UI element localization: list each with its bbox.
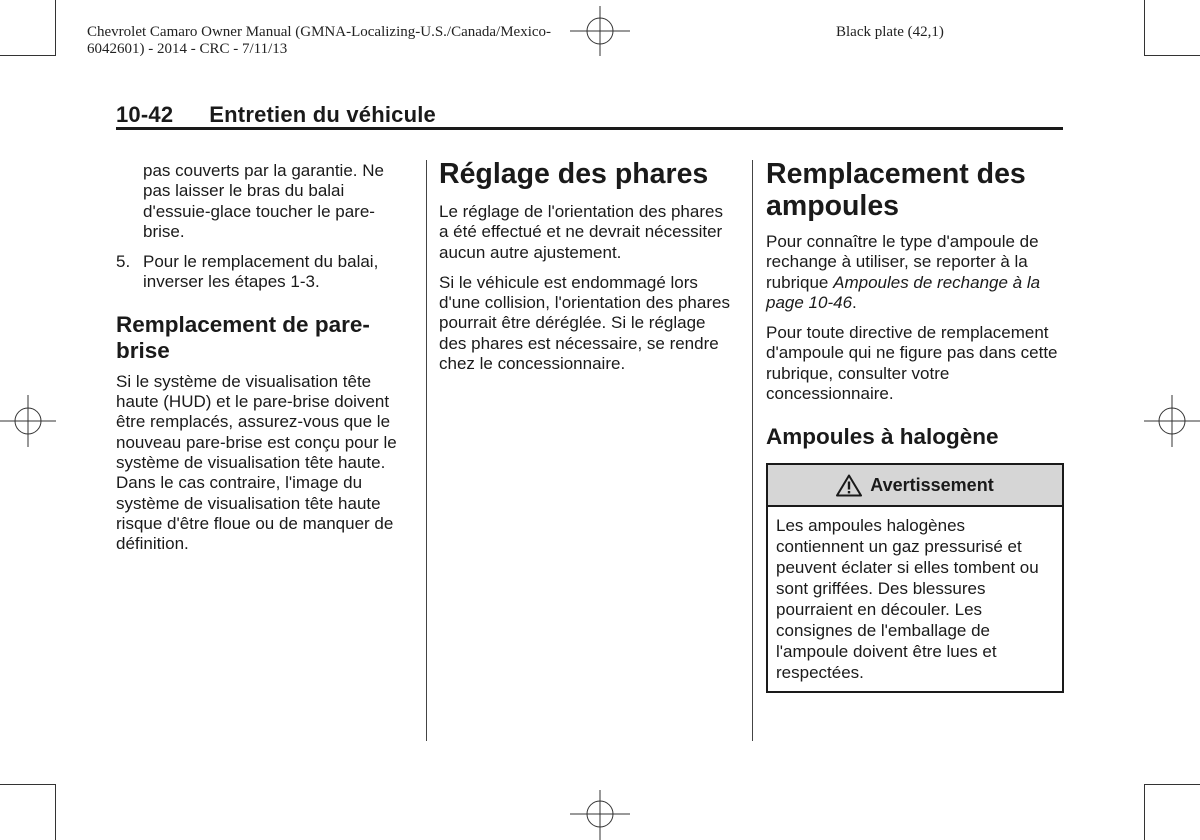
column-3: [766, 158, 1064, 693]
page-number: 10-42: [116, 102, 174, 127]
column-1: [116, 161, 416, 564]
bulb-paragraph-1-end: .: [852, 292, 857, 312]
windshield-paragraph: Si le système de visualisation tête haute (HUD) et le pare-brise doivent être remplacés, assurez-vous que le nouveau pare-brise est conçu pour le système de visualisation tête haute. Dans le cas contraire, l'image du système de visualisation tête haute risque d'être floue ou de manquer de définition.: [116, 371, 397, 554]
warning-header: [768, 465, 1062, 507]
warning-title: Avertissement: [870, 475, 994, 496]
crop-mark-bottom-right-h: [1144, 784, 1200, 785]
step-5: [116, 252, 416, 293]
print-meta-line1: Chevrolet Camaro Owner Manual (GMNA-Localizing-U.S./Canada/Mexico-: [87, 24, 552, 40]
bulb-paragraph-1: [766, 232, 1064, 313]
print-meta: [87, 24, 627, 58]
section-title: Entretien du véhicule: [209, 102, 436, 127]
continued-text: pas couverts par la garantie. Ne pas laisser le bras du balai d'essuie-glace toucher le pare-brise.: [143, 161, 384, 241]
registration-mark-bottom-icon: [570, 790, 630, 840]
crop-mark-top-right-h: [1144, 55, 1200, 56]
warning-text: Les ampoules halogènes contiennent un gaz pressurisé et peuvent éclater si elles tombent ou sont griffées. Des blessures pourraient en découler. Les consignes de l'emballage de l'ampoule doivent être lues et respectées.: [776, 516, 1039, 683]
crop-mark-bottom-left-h: [0, 784, 56, 785]
print-meta-line2: 6042601) - 2014 - CRC - 7/11/13: [87, 41, 288, 57]
column-2: [439, 158, 735, 384]
warning-box: [766, 463, 1064, 693]
warning-triangle-icon: [836, 474, 862, 497]
heading-headlamp-aiming: Réglage des phares: [439, 158, 709, 190]
plate-label: Black plate (42,1): [836, 24, 944, 40]
registration-mark-left-icon: [0, 395, 56, 447]
headlamp-paragraph-2: Si le véhicule est endommagé lors d'une collision, l'orientation des phares pourrait être déréglée. Si le réglage des phares est nécessaire, se rendre chez le concessionnaire.: [439, 272, 730, 374]
registration-mark-top-icon: [570, 6, 630, 56]
crop-mark-bottom-right-v: [1144, 784, 1145, 840]
column-divider-2: [752, 160, 753, 741]
column-divider-1: [426, 160, 427, 741]
heading-windshield: Remplacement de pare-brise: [116, 311, 370, 363]
crop-mark-bottom-left-v: [55, 784, 56, 840]
registration-mark-right-icon: [1144, 395, 1200, 447]
bulb-paragraph-2: Pour toute directive de remplacement d'ampoule qui ne figure pas dans cette rubrique, consulter votre concessionnaire.: [766, 323, 1058, 404]
bulb-paragraph-1-lead: Pour connaître le type d'ampoule de rechange à utiliser, se reporter à la rubrique: [766, 232, 1039, 292]
crop-mark-top-right-v: [1144, 0, 1145, 56]
headlamp-paragraph-1: Le réglage de l'orientation des phares a été effectué et ne devrait nécessiter aucun autre ajustement.: [439, 202, 723, 262]
step-number: 5.: [116, 252, 131, 272]
crop-mark-top-left-v: [55, 0, 56, 56]
heading-halogen-bulbs: Ampoules à halogène: [766, 424, 999, 450]
heading-bulb-replacement: Remplacement des ampoules: [766, 158, 1026, 222]
cross-reference: Ampoules de rechange à la page 10-46: [766, 272, 1041, 312]
running-head: [116, 102, 436, 128]
crop-mark-top-left-h: [0, 55, 56, 56]
step-text: Pour le remplacement du balai, inverser les étapes 1-3.: [143, 252, 379, 292]
header-rule: [116, 127, 1063, 130]
